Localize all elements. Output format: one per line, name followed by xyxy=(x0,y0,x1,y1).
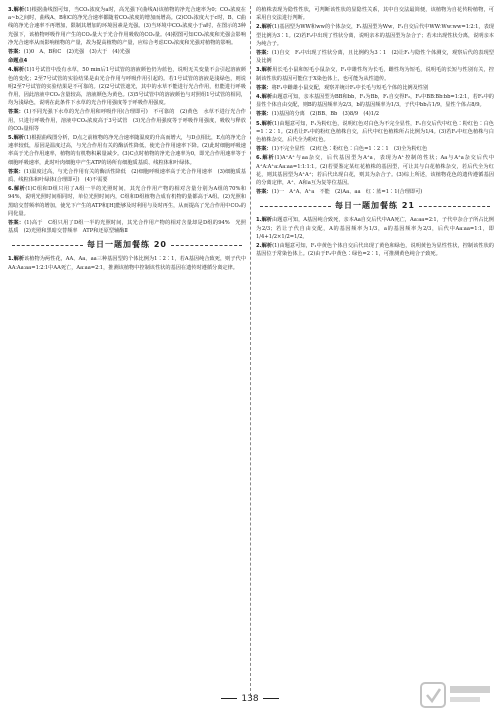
answer-paragraph xyxy=(8,134,246,167)
paragraph-text: (1)一 A⁺A、A⁺a 不能 (2)Aa、aa 红∶蓝=1∶1(合理即可) xyxy=(271,189,423,196)
answer-paragraph xyxy=(256,66,494,82)
paragraph-text: (1)基因型为WW和ww的个体杂交，F₁基因型为Ww，F₁自交后代中WW∶Ww∶ww=1∶2∶1，表现型比例为3∶1。(2)若F₂中出现了性状分离，说明亲本的基因型为杂合子；若未出现性状分离，说明亲本为纯合子。 xyxy=(256,24,494,47)
paragraph-label: 命题点4 xyxy=(8,58,28,65)
paragraph-text: (1)根据曲线图分析，D点之前植物的净光合速率随温度的升高而增大，与D点相比，E点的净光合速率较低，原因是温度过高，与光合作用有关的酶活性降低，使光合作用速率下降。(2)此时细胞呼吸速率高于光合作用速率，植物的有机物积累量减少。(3)C点时植物的净光合速率为0，即光合作用速率等于细胞呼吸速率，此时叶肉细胞中产生ATP的场所有细胞质基质、线粒体和叶绿体。 xyxy=(8,135,246,166)
paragraph-text: 由题意可知，亲本基因型为BB和bb，F₁为Bb，F₁自交得F₂，F₂中BB∶Bb∶bb=1∶2∶1，若F₂中的显性个体自由交配，则B的基因频率为2/3，b的基因频率为1/3，子代中bb占1/9，显性个体占8/9。 xyxy=(256,94,494,109)
paragraph-label: 答案： xyxy=(256,146,272,153)
answer-paragraph xyxy=(8,48,246,56)
paragraph-label: 1.解析 xyxy=(256,217,273,224)
paragraph-label: 答案： xyxy=(256,189,272,196)
answer-paragraph xyxy=(256,242,494,258)
paragraph-label: 5.解析 xyxy=(256,120,273,127)
paragraph-label: 5.解析 xyxy=(8,135,24,142)
paragraph-text: 该植物为两性花，AA、Aa、aa三种基因型的个体比例为1∶2∶1，若A基因纯合致死，则子代中AA∶Aa∶aa=1∶2∶1中AA死亡，Aa∶aa=2∶1，推测该植物中控制该性状的基因在遗传时遵循分离定律。 xyxy=(8,256,246,271)
answer-paragraph xyxy=(256,120,494,145)
answer-paragraph xyxy=(8,255,246,271)
paragraph-label: 答案： xyxy=(8,168,24,175)
heading-rule xyxy=(419,206,490,207)
page-number-dash-right xyxy=(263,698,279,699)
answer-paragraph xyxy=(8,168,246,184)
section-title: 每日一题加餐练 20 xyxy=(87,240,167,250)
paragraph-text: (1)C组和D组只用了A组一半的光照时间，其光合作用产物的相对含量分别为A组的70%和94%，说明光照时间相同时，单位光照时间内，C组和D组植物合成有机物的量都高于A组。(2)光照和黑暗交替频率的增加，使光下产生的ATP和[H]能够及时利用与及时再生，从而提高了光合作用中CO₂的同化量。 xyxy=(8,186,246,217)
paragraph-label: 答案： xyxy=(8,109,25,116)
paragraph-label: 4.解析 xyxy=(8,67,25,74)
paragraph-label: 2.解析 xyxy=(256,243,273,250)
paragraph-text: (1)基因的分离 (2)BB、Bb (3)8/9 (4)1/2 xyxy=(271,111,380,118)
paragraph-text: (1)根据曲线图可知，当CO₂浓度为a时，高光强下(曲线A)该植物的净光合速率为0；CO₂浓度在a~b之间时，曲线A、B和C的净光合速率都随着CO₂浓度的增加而增高。(2)CO₂浓度大于c时，B、C曲线的净光合速率不再增加，限制其增加的环境因素是光强。(3)当环境中CO₂浓度小于a时，在图示的3种光强下，该植物呼吸作用产生的CO₂量大于光合作用吸收的CO₂量。(4)据图可知CO₂浓度和光强会影响净光合速率从而影响植物的产量，故为提高植物的产量，应综合考虑CO₂浓度和光强对植物的影响。 xyxy=(8,7,246,46)
answer-paragraph xyxy=(256,23,494,48)
watermark-logo-icon xyxy=(420,680,494,710)
paragraph-label: 答案： xyxy=(256,111,272,118)
answer-paragraph xyxy=(256,145,494,153)
heading-rule xyxy=(12,245,83,246)
answer-paragraph xyxy=(256,93,494,109)
paragraph-text: (1)自交 F₂中出现了性状分离，且比例约为3∶1 (2)让F₁与隐性个体测交，观察后代的表现型及比例 xyxy=(256,50,494,65)
paragraph-label: 4.解析 xyxy=(256,94,273,101)
paragraph-text: 将F₁中雌雄小鼠交配，观察并统计F₂中长毛与短毛个体的比例及性别 xyxy=(271,84,429,91)
paragraph-label: 3.解析 xyxy=(8,7,25,13)
answer-paragraph xyxy=(256,110,494,118)
answer-paragraph xyxy=(8,6,246,47)
paragraph-text: (1)高于 C组只用了D组一半的光照时间，其光合作用产物的相对含量却是D组的94% 光照 基质 (2)光照和黑暗交替频率 ATP和还原型辅酶Ⅱ xyxy=(8,220,252,235)
paragraph-text: 用长毛小鼠和短毛小鼠杂交，F₁中雄性均为长毛，雌性均为短毛，说明毛的长短与性别有关，控制该性状的基因可能位于X染色体上，也可能为从性遗传。 xyxy=(256,67,494,82)
answer-paragraph xyxy=(256,154,494,187)
section-title: 每日一题加餐练 21 xyxy=(335,201,415,211)
section-heading xyxy=(8,239,246,251)
paragraph-text: (1)A⁺A⁺与aa杂交，后代基因型为A⁺a，表现为A⁺控制的性状；Aa与A⁺a杂交后代中A⁺A∶A⁺a∶Aa∶aa=1∶1∶1∶1。(2)若要鉴定某红花植株的基因型，可让其与白花植株杂交，若后代全为红花，则其基因型为A⁺A⁺；若后代出现白花，则其为杂合子。(3)综上所述，该植物花色的遗传遵循基因的分离定律，A⁺、A和a互为复等位基因。 xyxy=(256,155,494,187)
answer-paragraph xyxy=(8,57,246,65)
paragraph-text: (1)1号试管中没有水草，50 min后1号试管的溶液颜色仍为蓝色，说明无关变量不会引起溶液颜色的变化；2至7号试管的实验结果是由光合作用与呼吸作用引起的。若1号试管的溶液是浅绿色，则说明2至7号试管的实验结果是不可靠的。(2)2号试管遮光，其中的水草不能进行光合作用，但能进行呼吸作用，因此溶液中CO₂含量较高，溶液颜色为黄色。(3)5号试管中的溶液颜色与对照组1号试管的相同，均为浅绿色，说明在此条件下水草的光合作用强度等于呼吸作用强度。 xyxy=(8,67,246,107)
paragraph-label: 答案： xyxy=(256,84,272,91)
paragraph-label: 6.解析 xyxy=(8,186,26,193)
paragraph-label: 6.解析 xyxy=(256,155,275,162)
answer-paragraph xyxy=(8,108,246,133)
paragraph-text: 的植株表现为隐性性状，可判断该性状的显隐性关系，其中自交法最简便，该植物为自花传粉植物，可采用自交法进行判断。 xyxy=(256,7,494,22)
paragraph-label: 答案： xyxy=(8,49,24,56)
page-number-text: 138 xyxy=(241,694,259,704)
answer-paragraph xyxy=(8,219,252,235)
page-number-dash-left xyxy=(221,698,237,699)
answer-paragraph xyxy=(256,84,494,92)
answer-paragraph xyxy=(256,216,494,241)
paragraph-text: (1)由题意可知，F₁中黄色个体自交后代出现了黄色和绿色，说明黄色为显性性状，控制该性状的基因位于常染色体上。(2)由于F₂中黄色∶绿色=2∶1，可推测黄色纯合子致死。 xyxy=(256,243,494,258)
right-column xyxy=(256,6,494,259)
paragraph-label: 2.解析 xyxy=(256,24,273,31)
paragraph-label: 答案： xyxy=(8,220,25,227)
answer-paragraph xyxy=(256,49,494,65)
paragraph-text: (1)0 A、B和C (2)光强 (3)大于 (4)光强 xyxy=(23,49,131,56)
answer-paragraph xyxy=(8,185,246,218)
answer-paragraph xyxy=(256,188,494,196)
paragraph-text: (1)温度过高，与光合作用有关的酶活性降低 (2)细胞呼吸速率高于光合作用速率 (3)细胞质基质、线粒体和叶绿体(合理即可) (4)不需要 xyxy=(8,168,246,184)
paragraph-label: 3.解析 xyxy=(256,67,273,74)
column-divider xyxy=(250,6,251,696)
answer-paragraph xyxy=(8,66,246,107)
paragraph-text: (1)由题意可知，F₁为粉红色，说明红色对白色为不完全显性，F₁自交后代中红色∶粉红色∶白色=1∶2∶1。(2)若让F₂中的粉红色植株自交，后代中红色植株所占比例为1/4。(3)若F₂中红色植株与白色植株杂交，后代全为粉红色。 xyxy=(256,120,494,144)
paragraph-text: (1)不同光强下水草的光合作用和呼吸作用(合理即可) 不可靠的 (2)黄色 水草不进行光合作用，只进行呼吸作用，溶液中CO₂浓度高于3号试管 (3)光合作用强度等于呼吸作用强度，吸收与释放的CO₂量相等 xyxy=(8,109,246,132)
paragraph-label: 答案： xyxy=(256,50,272,57)
paragraph-text: 由题意可知，A基因纯合致死，亲本Aa自交后代中AA死亡，Aa∶aa=2∶1，子代中杂合子所占比例为2/3；若让子代自由交配，A的基因频率为1/3，a的基因频率为2/3，后代中Aa∶aa=1∶1，即1/4+1/2×1/2=1/2。 xyxy=(256,217,494,240)
left-column xyxy=(8,6,252,273)
section-heading xyxy=(256,200,494,212)
heading-rule xyxy=(171,245,242,246)
paragraph-label: 1.解析 xyxy=(8,256,25,263)
answer-paragraph xyxy=(256,6,494,22)
paragraph-text: (1)不完全显性 (2)红色∶粉红色∶白色=1∶2∶1 (3)全为粉红色 xyxy=(271,146,428,153)
heading-rule xyxy=(260,206,331,207)
